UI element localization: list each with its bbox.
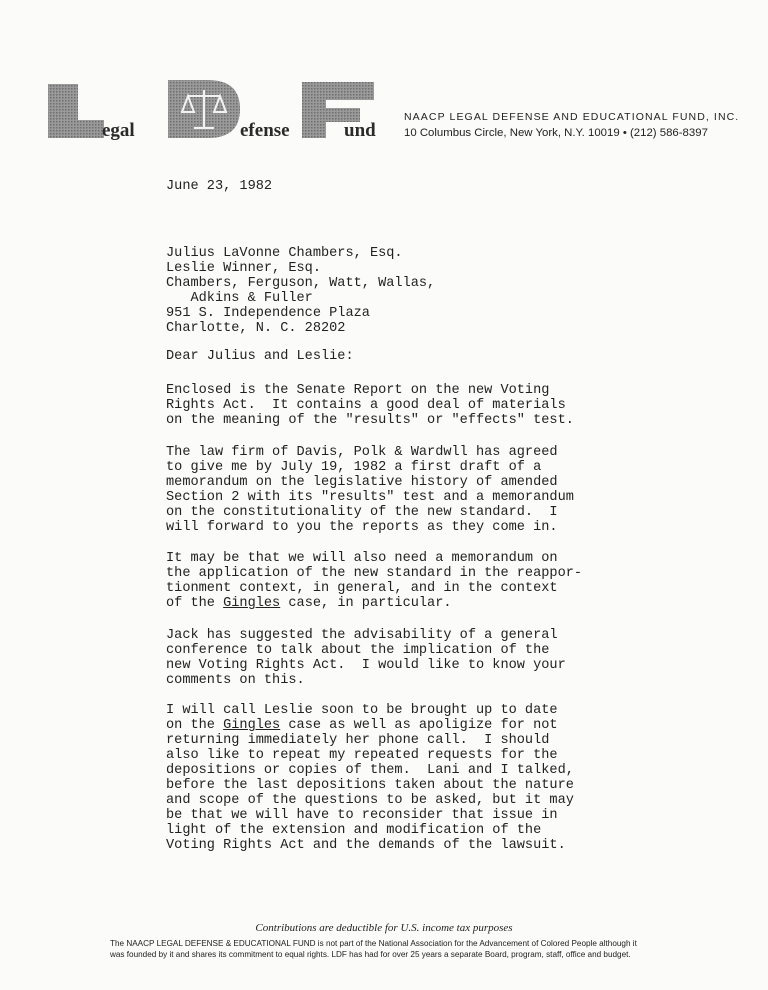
letter-date: June 23, 1982 bbox=[166, 179, 273, 194]
addressee-block bbox=[166, 246, 435, 336]
paragraph-law-firm bbox=[166, 445, 574, 535]
logo-letter-l bbox=[48, 84, 104, 138]
paragraph-line: on the meaning of the "results" or "effects" test. bbox=[166, 413, 574, 428]
addressee-line: Julius LaVonne Chambers, Esq. bbox=[166, 246, 403, 261]
paragraph-line: the application of the new standard in the reappor- bbox=[166, 566, 583, 581]
ldf-logo-graphic bbox=[44, 76, 384, 142]
logo-word-defense: efense bbox=[240, 120, 290, 141]
paragraph-line: I will call Leslie soon to be brought up to date bbox=[166, 703, 558, 718]
paragraph-line: It may be that we will also need a memorandum on bbox=[166, 551, 558, 566]
paragraph-line: Enclosed is the Senate Report on the new Voting bbox=[166, 383, 550, 398]
paragraph-line: conference to talk about the implication of the bbox=[166, 643, 550, 658]
paragraph-line: depositions or copies of them. Lani and I talked, bbox=[166, 763, 574, 778]
disclaimer-line: The NAACP LEGAL DEFENSE & EDUCATIONAL FUND is not part of the National Association for the Advancement of Colored People although it bbox=[110, 938, 637, 948]
ldf-logo bbox=[44, 76, 384, 142]
case-name-gingles: Gingles bbox=[223, 718, 281, 733]
addressee-line: 951 S. Independence Plaza bbox=[166, 306, 370, 321]
paragraph-line: will forward to you the reports as they come in. bbox=[166, 520, 558, 535]
addressee-line: Adkins & Fuller bbox=[166, 291, 313, 306]
paragraph-line: be that we will have to reconsider that issue in bbox=[166, 808, 558, 823]
org-address: 10 Columbus Circle, New York, N.Y. 10019 • (212) 586-8397 bbox=[404, 127, 708, 139]
logo-word-fund: und bbox=[344, 120, 376, 141]
paragraph-line: tionment context, in general, and in the context bbox=[166, 581, 558, 596]
addressee-line: Leslie Winner, Esq. bbox=[166, 261, 321, 276]
text-segment: case, in particular. bbox=[280, 596, 452, 611]
logo-word-legal: egal bbox=[102, 120, 135, 141]
org-header bbox=[404, 110, 739, 141]
org-name: NAACP LEGAL DEFENSE AND EDUCATIONAL FUND, INC. bbox=[404, 111, 740, 123]
case-name-gingles: Gingles bbox=[223, 596, 281, 611]
text-segment: on the bbox=[166, 718, 224, 733]
paragraph-line: Section 2 with its "results" test and a memorandum bbox=[166, 490, 574, 505]
paragraph-line: comments on this. bbox=[166, 673, 305, 688]
paragraph-depositions bbox=[166, 703, 574, 853]
footer-disclaimer bbox=[110, 938, 680, 960]
salutation: Dear Julius and Leslie: bbox=[166, 349, 354, 364]
paragraph-line: Rights Act. It contains a good deal of materials bbox=[166, 398, 566, 413]
paragraph-line: memorandum on the legislative history of amended bbox=[166, 475, 558, 490]
paragraph-line: before the last depositions taken about the nature bbox=[166, 778, 574, 793]
text-segment: of the bbox=[166, 596, 224, 611]
paragraph-line: Jack has suggested the advisability of a general bbox=[166, 628, 558, 643]
paragraph-senate-report bbox=[166, 383, 574, 428]
paragraph-line: to give me by July 19, 1982 a first draft of a bbox=[166, 460, 542, 475]
paragraph-conference bbox=[166, 628, 566, 688]
paragraph-line: also like to repeat my repeated requests for the bbox=[166, 748, 558, 763]
contributions-note: Contributions are deductible for U.S. income tax purposes bbox=[255, 922, 513, 934]
paragraph-line: light of the extension and modification of the bbox=[166, 823, 542, 838]
paragraph-line bbox=[166, 718, 574, 733]
paragraph-line: new Voting Rights Act. I would like to know your bbox=[166, 658, 566, 673]
paragraph-line: returning immediately her phone call. I should bbox=[166, 733, 550, 748]
paragraph-line: The law firm of Davis, Polk & Wardwll has agreed bbox=[166, 445, 558, 460]
paragraph-line: on the constitutionality of the new standard. I bbox=[166, 505, 558, 520]
disclaimer-line: was founded by it and shares its commitment to equal rights. LDF has had for over 25 years a separate Board, program, staff, office and budget. bbox=[110, 949, 631, 959]
paragraph-reapportionment bbox=[166, 551, 582, 611]
paragraph-line: and scope of the questions to be asked, but it may bbox=[166, 793, 574, 808]
paragraph-line: Voting Rights Act and the demands of the lawsuit. bbox=[166, 838, 566, 853]
addressee-line: Charlotte, N. C. 28202 bbox=[166, 321, 346, 336]
paragraph-line bbox=[166, 596, 582, 611]
addressee-line: Chambers, Ferguson, Watt, Wallas, bbox=[166, 276, 436, 291]
text-segment: case as well as apoligize for not bbox=[280, 718, 558, 733]
